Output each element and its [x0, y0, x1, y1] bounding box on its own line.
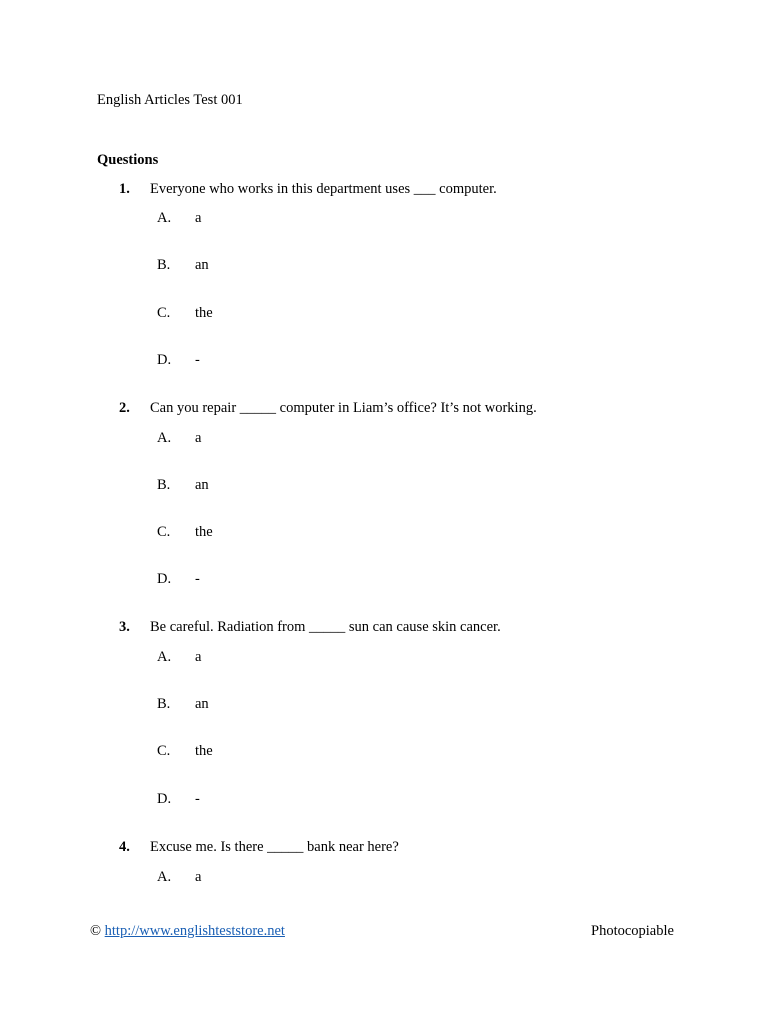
option-letter: B.	[157, 477, 171, 493]
answer-option-d[interactable]	[0, 352, 768, 372]
question-number: 1.	[119, 181, 130, 197]
option-text: a	[195, 649, 202, 665]
option-letter: A.	[157, 430, 172, 446]
option-text: the	[195, 743, 213, 759]
option-text: the	[195, 305, 213, 321]
answer-option-a[interactable]	[0, 649, 768, 669]
answer-option-c[interactable]	[0, 524, 768, 544]
question-number: 2.	[119, 400, 130, 416]
option-letter: B.	[157, 257, 171, 273]
option-letter: C.	[157, 743, 171, 759]
answer-option-a[interactable]	[0, 869, 768, 889]
question-text: Can you repair _____ computer in Liam’s office? It’s not working.	[150, 400, 537, 416]
option-letter: B.	[157, 696, 171, 712]
answer-option-c[interactable]	[0, 743, 768, 763]
answer-option-b[interactable]	[0, 477, 768, 497]
option-text: a	[195, 430, 202, 446]
option-letter: D.	[157, 571, 172, 587]
section-heading: Questions	[97, 152, 159, 168]
option-letter: C.	[157, 524, 171, 540]
answer-option-a[interactable]	[0, 210, 768, 230]
answer-option-d[interactable]	[0, 571, 768, 591]
answer-option-d[interactable]	[0, 791, 768, 811]
website-link[interactable]: http://www.englishteststore.net	[104, 923, 285, 939]
answer-option-a[interactable]	[0, 430, 768, 450]
footer-photocopiable: Photocopiable	[591, 923, 674, 939]
answer-option-b[interactable]	[0, 696, 768, 716]
copyright-symbol: ©	[90, 923, 102, 939]
answer-option-b[interactable]	[0, 257, 768, 277]
question-text: Everyone who works in this department uses ___ computer.	[150, 181, 497, 197]
footer-copyright	[90, 923, 285, 940]
option-text: -	[195, 352, 200, 368]
option-text: an	[195, 696, 209, 712]
option-text: the	[195, 524, 213, 540]
option-letter: A.	[157, 869, 172, 885]
option-text: -	[195, 791, 200, 807]
option-text: -	[195, 571, 200, 587]
option-text: a	[195, 869, 202, 885]
option-text: an	[195, 477, 209, 493]
option-letter: A.	[157, 649, 172, 665]
option-letter: C.	[157, 305, 171, 321]
question-number: 4.	[119, 839, 130, 855]
option-letter: D.	[157, 352, 172, 368]
question-text: Excuse me. Is there _____ bank near here?	[150, 839, 399, 855]
answer-option-c[interactable]	[0, 305, 768, 325]
document-title: English Articles Test 001	[97, 92, 243, 108]
option-text: an	[195, 257, 209, 273]
option-text: a	[195, 210, 202, 226]
option-letter: D.	[157, 791, 172, 807]
option-letter: A.	[157, 210, 172, 226]
question-number: 3.	[119, 619, 130, 635]
question-text: Be careful. Radiation from _____ sun can cause skin cancer.	[150, 619, 501, 635]
